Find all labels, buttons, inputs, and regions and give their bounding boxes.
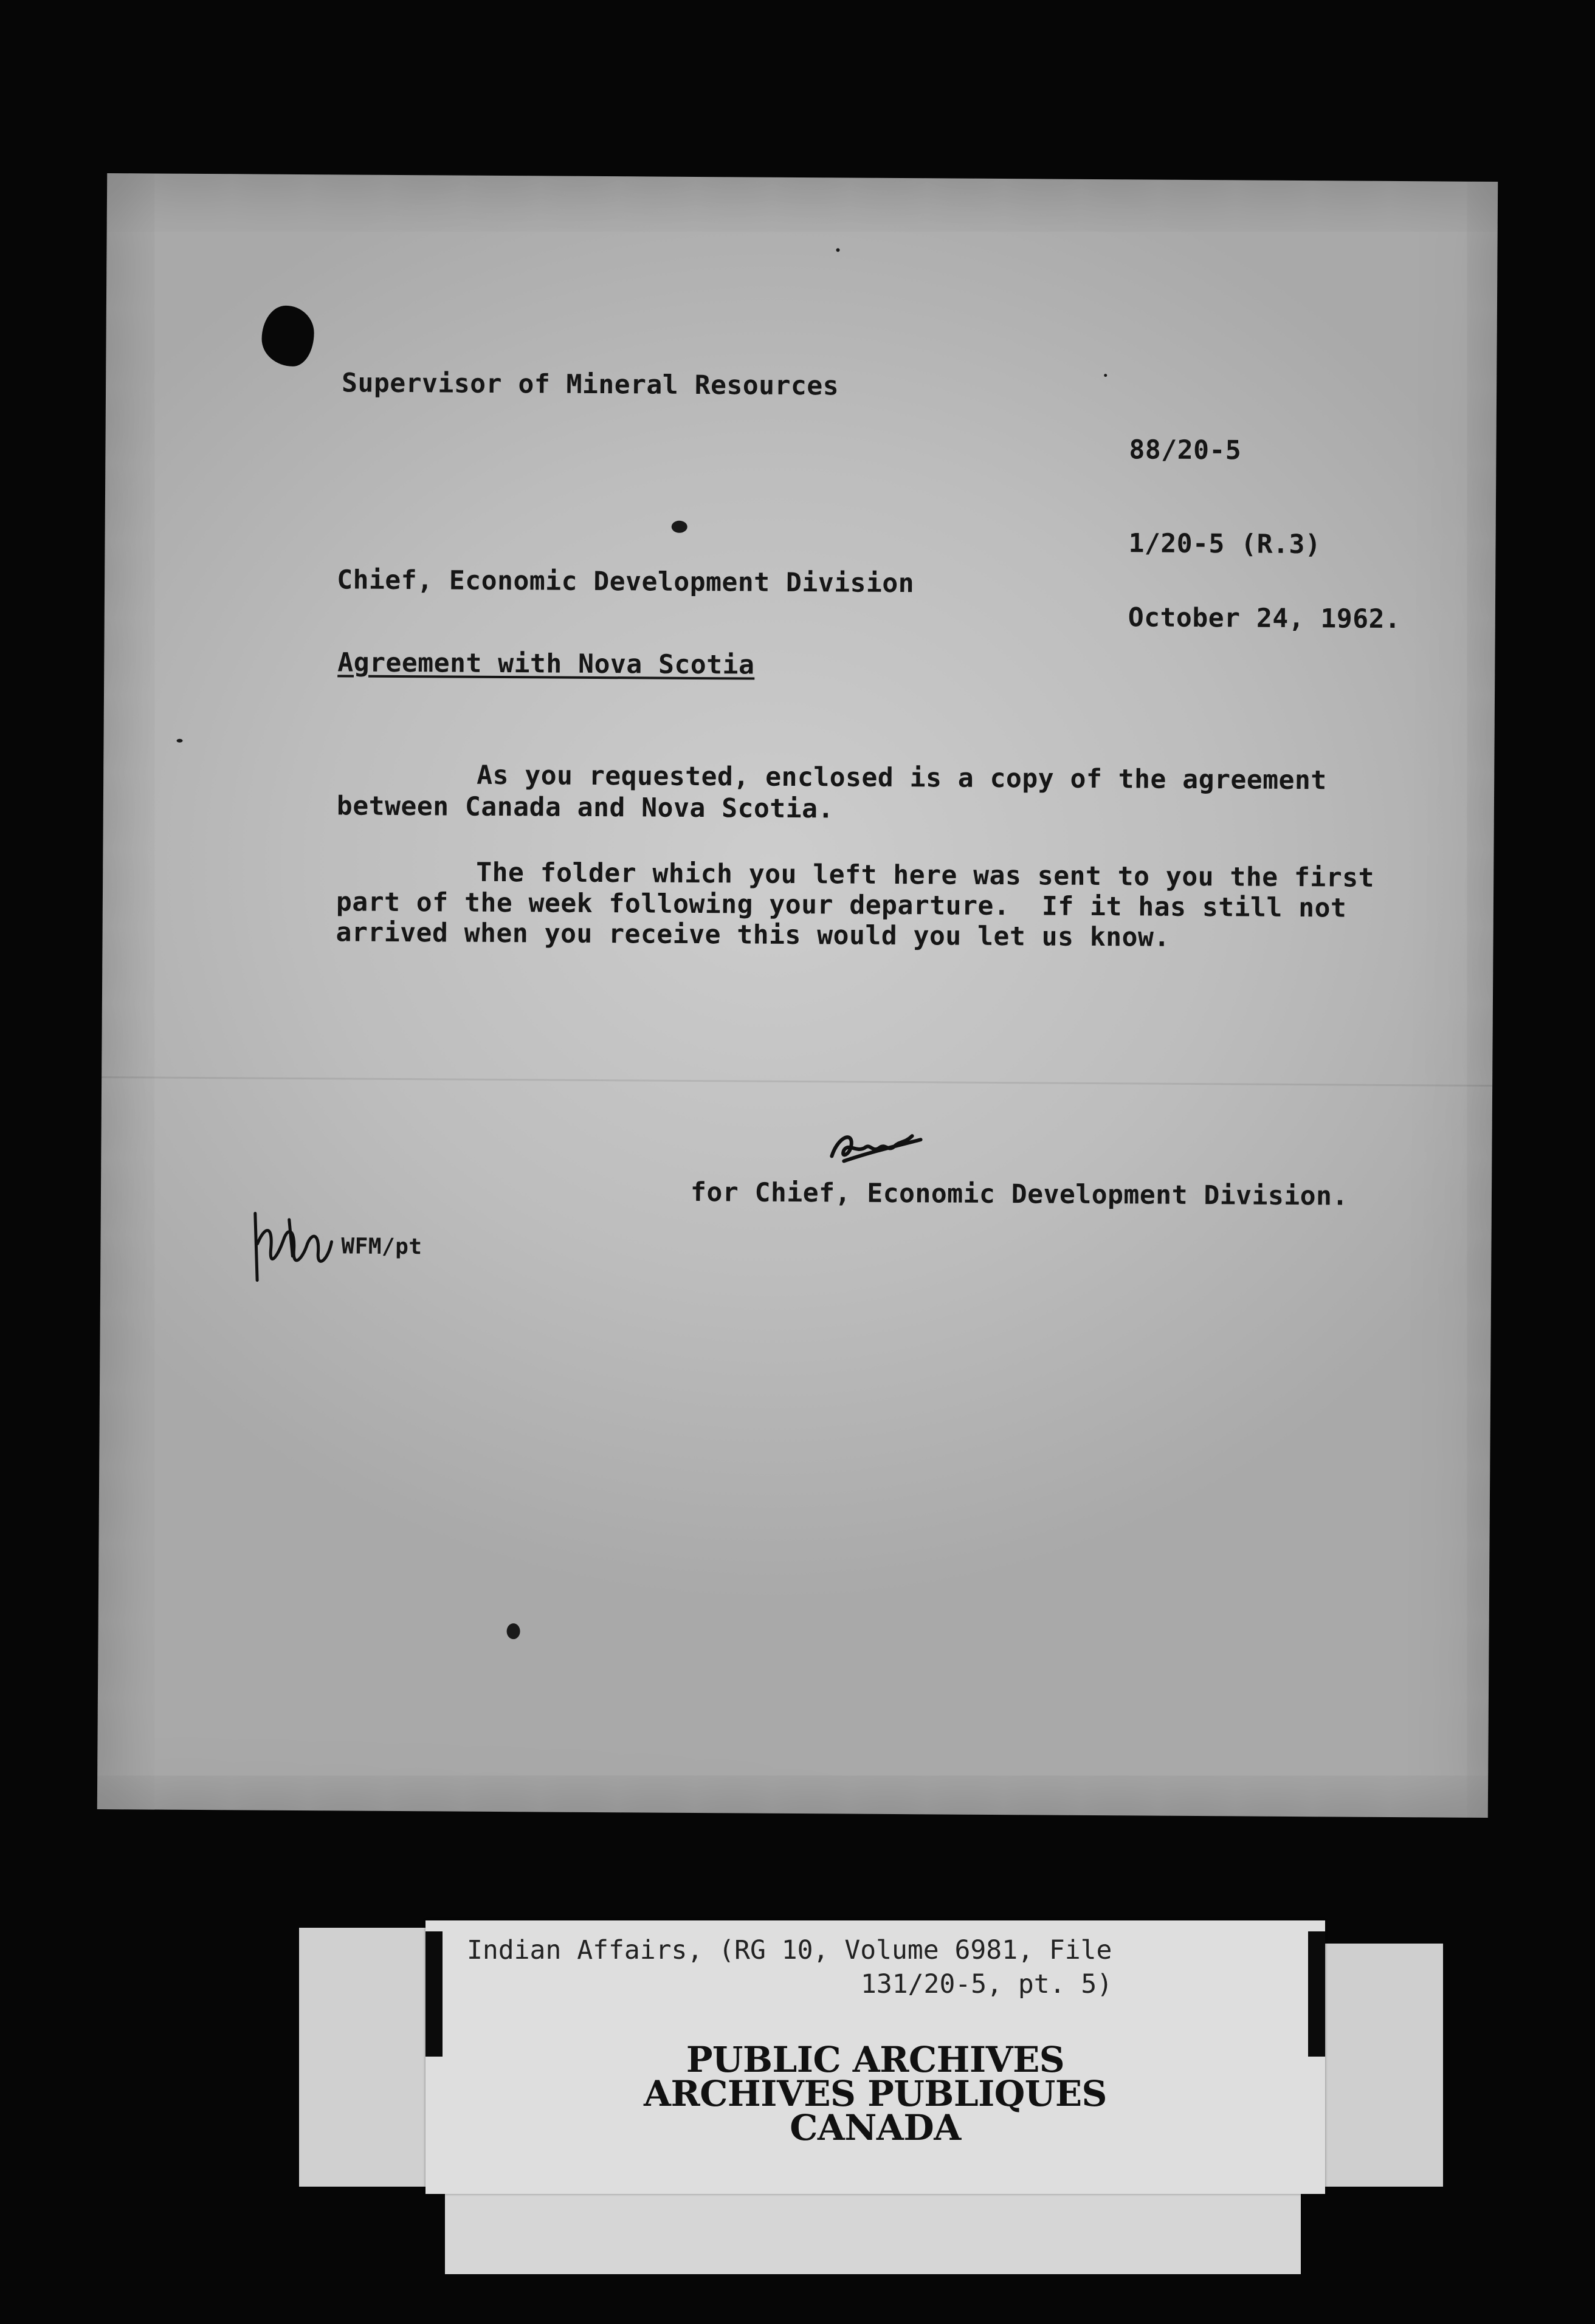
speck (672, 521, 687, 533)
file-number-secondary: 1/20-5 (R.3) (1128, 528, 1321, 560)
memo-page (97, 173, 1498, 1818)
body-line: between Canada and Nova Scotia. (336, 791, 835, 825)
body-line: part of the week following your departure. If it has still not (336, 887, 1347, 924)
speck (836, 248, 839, 252)
ink-blot (261, 306, 314, 367)
archive-label (425, 1920, 1325, 2194)
signature-block: for Chief, Economic Development Division. (690, 1177, 1349, 1212)
sender-line: Chief, Economic Development Division (337, 565, 915, 599)
speck (177, 739, 183, 743)
label-backing-left (299, 1928, 429, 2187)
body-line: arrived when you receive this would you let us know. (336, 917, 1170, 953)
memo-date: October 24, 1962. (1128, 602, 1401, 635)
addressee-line: Supervisor of Mineral Resources (341, 368, 839, 402)
archive-stamp-line-2: ARCHIVES PUBLIQUES (644, 2073, 1107, 2114)
archive-stamp-line-3: CANADA (790, 2107, 961, 2148)
body-line: As you requested, enclosed is a copy of the agreement (477, 760, 1327, 796)
label-backing-lower (445, 2189, 1301, 2274)
archive-stamp-line-1: PUBLIC ARCHIVES (686, 2039, 1065, 2080)
file-number-primary: 88/20-5 (1129, 435, 1242, 466)
handwritten-initials (246, 1201, 350, 1287)
fold-crease (102, 1076, 1492, 1087)
speck (507, 1623, 520, 1639)
citation-line-1: Indian Affairs, (RG 10, Volume 6981, File (467, 1935, 1112, 1965)
subject-line: Agreement with Nova Scotia (337, 647, 755, 681)
label-backing-right (1314, 1944, 1443, 2187)
citation-line-2: 131/20-5, pt. 5) (861, 1969, 1113, 1999)
label-bracket-right (1308, 1931, 1325, 2057)
reference-initials: WFM/pt (341, 1234, 422, 1260)
label-bracket-left (425, 1931, 443, 2057)
body-line: The folder which you left here was sent to you the first (476, 857, 1375, 893)
handwritten-signature (819, 1118, 923, 1174)
speck (1104, 374, 1107, 377)
